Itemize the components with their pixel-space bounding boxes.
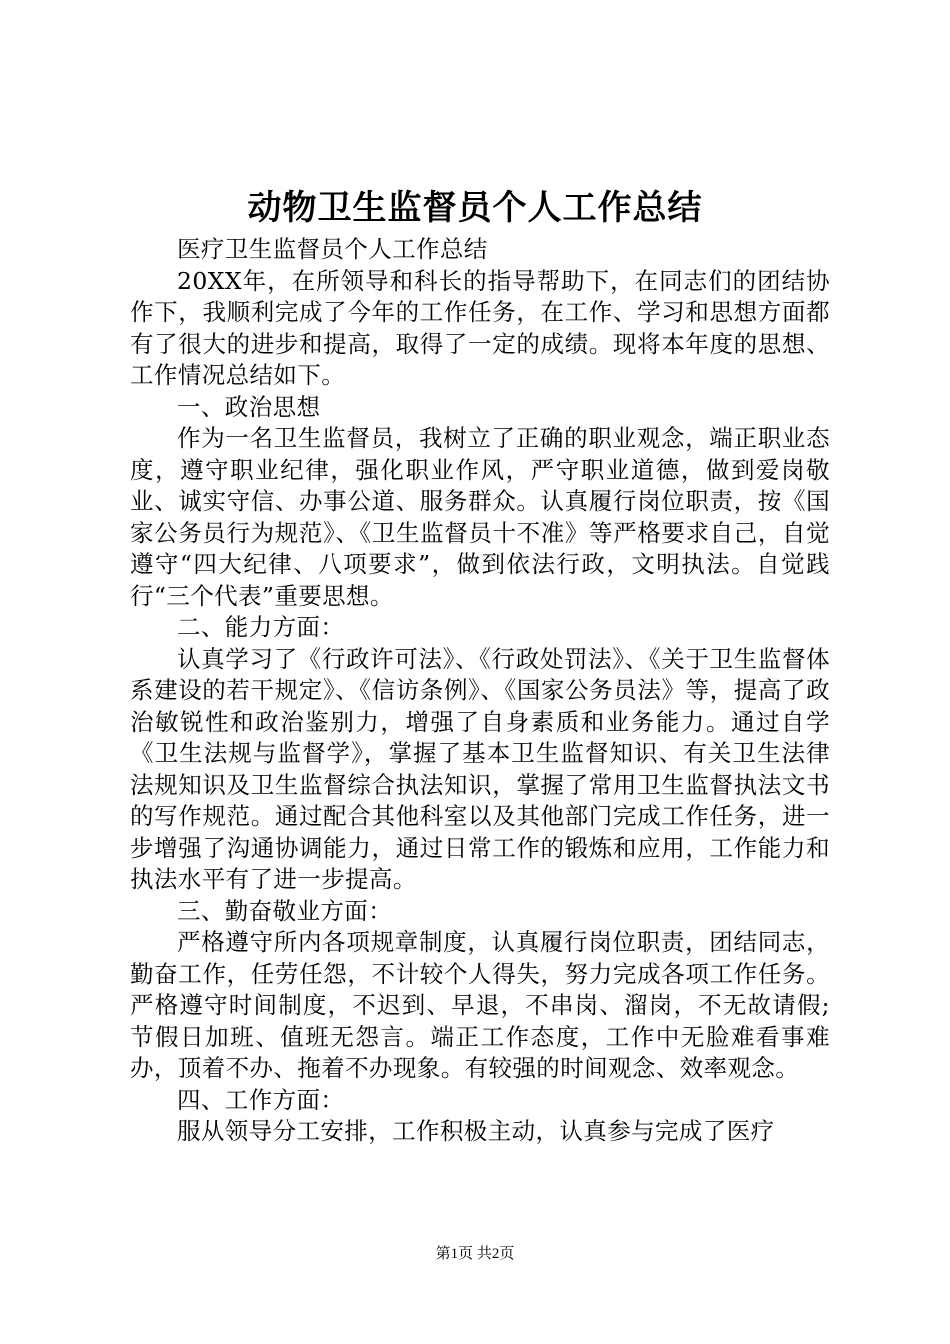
ability-paragraph: 认真学习了《行政许可法》、《行政处罚法》、《关于卫生监督体系建设的若干规定》、《信访条例》、《国家公务员法》等，提高了政治敏锐性和政治鉴别力，增强了自身素质和业务能力。通过自学《卫生法规与监督学》，掌握了基本卫生监督知识、有关卫生法律法规知识及卫生监督综合执法知识，掌握了常用卫生监督执法文书的写作规范。通过配合其他科室以及其他部门完成工作任务，进一步增强了沟通协调能力，通过日常工作的锻炼和应用，工作能力和执法水平有了进一步提高。 [130, 644, 830, 893]
section-heading-diligence: 三、勤奋敬业方面： [177, 896, 393, 925]
page-number-footer: 第1页 共2页 [435, 1246, 515, 1262]
section-heading-work: 四、工作方面： [177, 1085, 345, 1114]
section-heading-politics: 一、政治思想 [177, 392, 321, 421]
intro-paragraph: 20XX年，在所领导和科长的指导帮助下，在同志们的团结协作下，我顺利完成了今年的工作任务，在工作、学习和思想方面都有了很大的进步和提高，取得了一定的成绩。现将本年度的思想、工作情况总结如下。 [130, 266, 830, 389]
work-paragraph: 服从领导分工安排，工作积极主动，认真参与完成了医疗 [177, 1117, 775, 1145]
document-title: 动物卫生监督员个人工作总结 [247, 188, 703, 228]
section-heading-ability: 二、能力方面： [177, 613, 345, 641]
document-body [130, 234, 830, 1148]
politics-paragraph: 作为一名卫生监督员，我树立了正确的职业观念，端正职业态度，遵守职业纪律，强化职业作风，严守职业道德，做到爱岗敬业、诚实守信、办事公道、服务群众。认真履行岗位职责，按《国家公务员行为规范》、《卫生监督员十不准》等严格要求自己，自觉遵守“四大纪律、八项要求”，做到依法行政，文明执法。自觉践行“三个代表”重要思想。 [130, 424, 830, 610]
diligence-paragraph: 严格遵守所内各项规章制度，认真履行岗位职责，团结同志，勤奋工作，任劳任怨，不计较个人得失，努力完成各项工作任务。严格遵守时间制度，不迟到、早退，不串岗、溜岗，不无故请假;节假日加班、值班无怨言。端正工作态度，工作中无脸难看事难办，顶着不办、拖着不办现象。有较强的时间观念、效率观念。 [130, 928, 830, 1082]
subtitle-paragraph: 医疗卫生监督员个人工作总结 [177, 235, 488, 263]
